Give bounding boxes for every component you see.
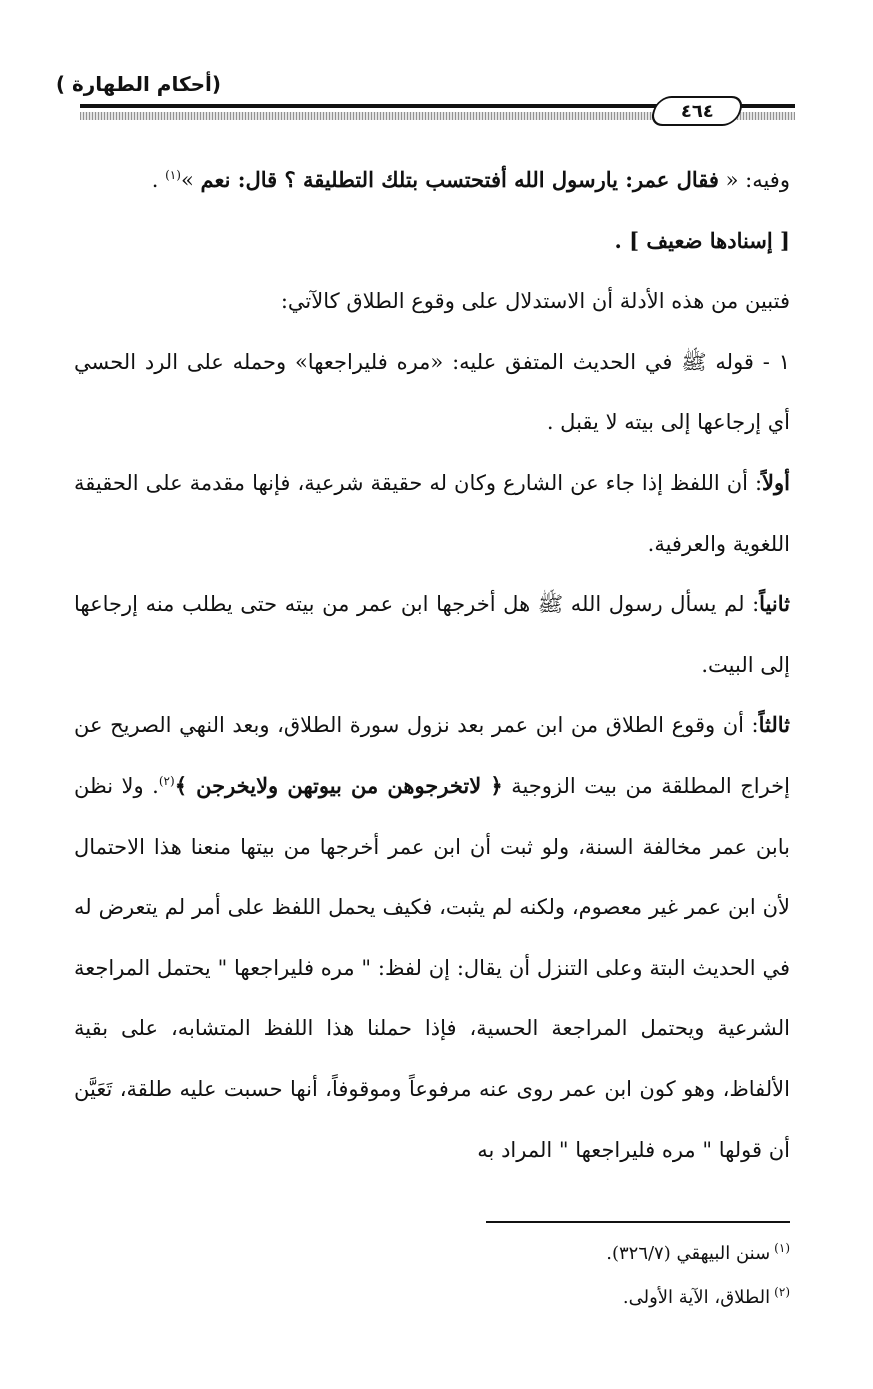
running-title: (أحكام الطهارة ) [55, 72, 221, 96]
page-number: ٤٦٤ [680, 100, 714, 122]
p7-label: ثالثاً [758, 712, 790, 738]
footnote-text: الطلاق، الآية الأولى. [622, 1287, 771, 1308]
paragraph-3: فتبين من هذه الأدلة أن الاستدلال على وقوع الطلاق كالآتي: [280, 289, 790, 314]
p5-label: أولاً [762, 469, 790, 495]
page-header [0, 62, 873, 132]
footnote-1 [370, 1232, 790, 1276]
p5-text: : أن اللفظ إذا جاء عن الشارع وكان له حقيقة شرعية، فإنها مقدمة على الحقيقة اللغوية والعرفية. [74, 470, 790, 556]
p1-quote: فقال عمر: يارسول الله أفتحتسب بتلك التطليقة ؟ قال: نعم [200, 167, 719, 192]
p7-text-1: : أن وقوع الطلاق من ابن عمر بعد نزول سورة الطلاق، وبعد النهي الصريح عن إخراج المطلقة من بيت الزوجية [74, 713, 790, 798]
footnotes [370, 1232, 790, 1320]
footnote-2 [370, 1276, 790, 1320]
p1-lead: وفيه: « [718, 168, 790, 192]
paragraph-4: ١ - قوله ﷺ في الحديث المتفق عليه: «مره فليراجعها» وحمله على الرد الحسي أي إرجاعها إلى بيته لا يقبل . [74, 349, 790, 435]
footnote-ref-2[interactable]: (٢) [158, 773, 175, 788]
page-number-badge [648, 96, 746, 126]
page-body [74, 150, 790, 1180]
paragraph-1 [74, 150, 790, 211]
footnote-marker: (١) [774, 1241, 790, 1255]
paragraph-7 [74, 695, 790, 1180]
p6-label: ثانياً [759, 591, 790, 617]
footnote-marker: (٢) [774, 1285, 790, 1299]
paragraph-2: [ إسنادها ضعيف ] . [614, 227, 790, 253]
footnote-text: سنن البيهقي (٣٢٦/٧). [606, 1243, 771, 1264]
p1-end: . [151, 168, 166, 192]
paragraph-5 [74, 453, 790, 574]
p7-text-2: . ولا نظن بابن عمر مخالفة السنة، ولو ثبت أن ابن عمر أخرجها من بيتها منعنا هذا الاحتمال لأن ابن عمر غير معصوم، ولكنه لم يثبت، فكيف يحمل اللفظ على أمر لم يتعرض له في الحديث البتة وعلى التنزل أن يقال: إن لفظ: " مره فليراجعها " يحتمل المراجعة الشرعية ويحتمل المراجعة الحسية، فإذا حملنا هذا اللفظ المتشابه، على بقية الألفاظ، وهو كون ابن عمر روى عنه مرفوعاً وموقوفاً، أنها حسبت عليه طلقة، تَعَيَّن أن قولها " مره فليراجعها " المراد به [74, 773, 791, 1162]
quran-quote: ﴿ لاتخرجوهن من بيوتهن ولايخرجن ﴾ [174, 772, 503, 798]
p6-text: : لم يسأل رسول الله ﷺ هل أخرجها ابن عمر من بيته حتى يطلب منه إرجاعها إلى البيت. [74, 592, 790, 677]
footnote-rule [486, 1221, 790, 1223]
paragraph-6 [74, 574, 790, 695]
footnote-ref-1[interactable]: (١) [165, 168, 181, 182]
p1-tail: » [180, 168, 201, 192]
